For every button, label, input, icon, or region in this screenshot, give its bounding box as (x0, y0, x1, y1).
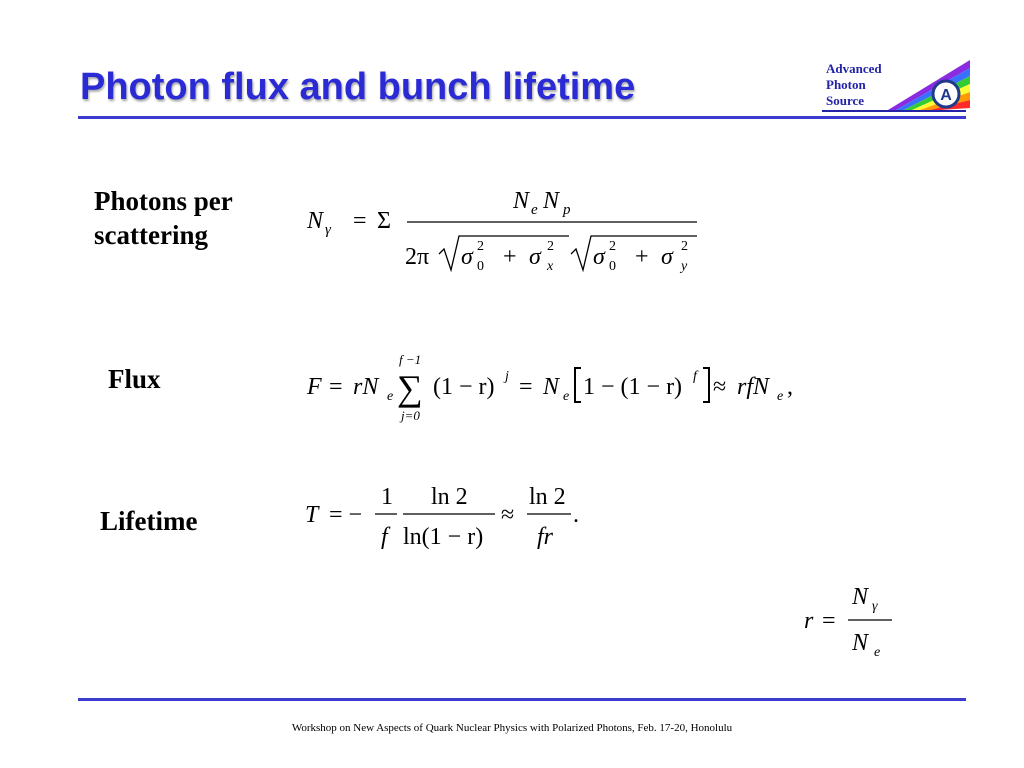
eq1-two-pi: 2π (405, 244, 430, 270)
eq2-bracket-close (703, 368, 709, 402)
eq4-N-top: N (852, 584, 869, 610)
eq2-F: F (307, 374, 322, 400)
eq1-plus2: + (635, 244, 649, 270)
eq1-sup1: 2 (477, 239, 484, 254)
flux-label: Flux (108, 364, 161, 394)
eq1-lhs: N (307, 208, 324, 234)
eq4-r: r (804, 608, 814, 634)
eq2-sum-bottom: j=0 (401, 408, 420, 423)
logo-line-advanced: Advanced (826, 61, 882, 76)
eq3-ln1r: ln(1 − r) (403, 524, 484, 550)
eq4-sub-gamma: γ (872, 599, 878, 614)
eq2-bracket-open (575, 368, 581, 402)
lifetime-equation (305, 478, 605, 565)
eq1-sup2: 2 (547, 239, 554, 254)
eq3-T: T (305, 502, 319, 528)
eq2-sup-f: f (693, 369, 697, 384)
logo-line-photon: Photon (826, 77, 866, 92)
eq2-sum-top: f −1 (399, 352, 422, 367)
eq3-ln2-b: ln 2 (529, 484, 566, 510)
eq1-num-a: N (513, 188, 530, 214)
eq2-sum: ∑ (397, 368, 423, 408)
logo-underline (822, 110, 966, 112)
eq2-N: N (543, 374, 560, 400)
eq1-sigma1: σ (461, 244, 473, 270)
eq2-equals1: = (329, 374, 343, 400)
eq1-sub0-2: 0 (609, 259, 616, 274)
eq4-N-bottom: N (852, 630, 869, 656)
title-divider (78, 116, 966, 119)
eq1-lhs-sub: γ (325, 222, 331, 238)
eq3-fr: fr (537, 524, 554, 550)
eq2-comma: , (787, 374, 793, 400)
eq2-sub-e2: e (563, 389, 570, 404)
eq1-sum: Σ (377, 208, 391, 234)
eq3-approx: ≈ (501, 502, 515, 528)
eq2-term1: (1 − r) (433, 374, 495, 400)
photons-label-line2: scattering (94, 220, 208, 250)
eq4-equals: = (822, 608, 836, 634)
eq1-sigma4: σ (661, 244, 673, 270)
eq1-sigma2: σ (529, 244, 541, 270)
photons-equation (305, 178, 705, 285)
photons-label-line1: Photons per (94, 186, 233, 216)
eq1-num-b: N (543, 188, 560, 214)
eq1-equals: = (353, 208, 367, 234)
eq1-sqrt2 (571, 236, 697, 270)
eq2-equals2: = (519, 374, 533, 400)
eq2-sub-e3: e (777, 389, 784, 404)
flux-equation (305, 348, 805, 435)
eq3-period: . (573, 502, 579, 528)
footer-divider (78, 698, 966, 701)
slide-title: Photon flux and bunch lifetime (80, 66, 636, 108)
lifetime-label: Lifetime (100, 506, 198, 536)
eq2-sub-e1: e (387, 389, 394, 404)
eq3-ln2-a: ln 2 (431, 484, 468, 510)
aps-logo (818, 58, 970, 116)
eq1-sigma3: σ (593, 244, 605, 270)
eq4-sub-e: e (874, 645, 881, 660)
eq2-rfN: rfN (737, 374, 770, 400)
eq1-suby: y (681, 259, 688, 274)
eq3-equals: = − (329, 502, 363, 528)
eq3-one: 1 (381, 484, 393, 510)
eq1-sub0-1: 0 (477, 259, 484, 274)
logo-emblem-letter: A (940, 87, 952, 104)
ratio-equation (802, 580, 902, 677)
eq1-num-b-sub: p (563, 202, 571, 218)
eq1-sup4: 2 (681, 239, 688, 254)
eq3-f: f (381, 524, 388, 550)
eq1-plus1: + (503, 244, 517, 270)
photons-per-scattering-label (94, 184, 233, 252)
eq2-bracket-content: 1 − (1 − r) (583, 374, 683, 400)
logo-text (826, 61, 882, 109)
eq1-num-a-sub: e (531, 202, 538, 218)
eq2-approx: ≈ (713, 374, 727, 400)
eq1-subx: x (547, 259, 554, 274)
logo-line-source: Source (826, 93, 865, 108)
eq2-rN: rN (353, 374, 379, 400)
eq2-sup-j: j (505, 369, 509, 384)
eq1-sup3: 2 (609, 239, 616, 254)
footer-text: Workshop on New Aspects of Quark Nuclear Physics with Polarized Photons, Feb. 17-20, Honolulu (291, 722, 733, 734)
